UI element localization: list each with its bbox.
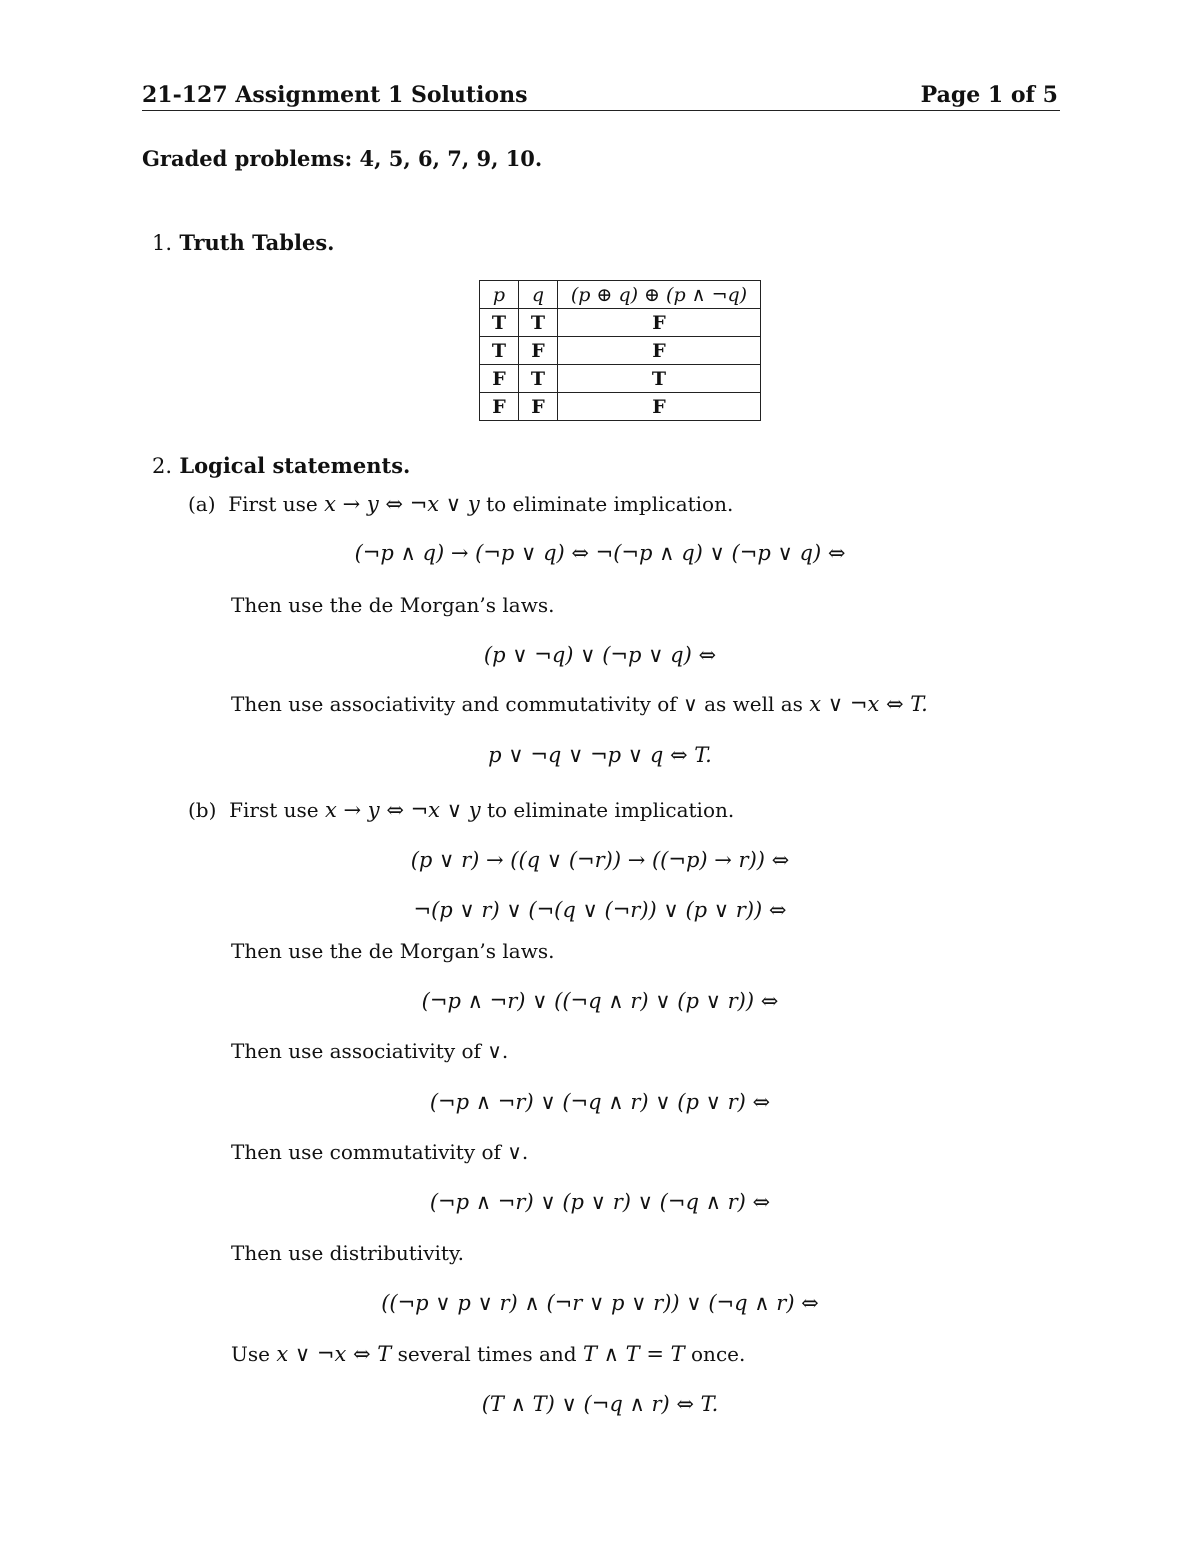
col-header-expression: (p ⊕ q) ⊕ (p ∧ ¬q): [558, 281, 761, 309]
part-a-intro-post: to eliminate implication.: [486, 492, 734, 516]
part-a-step3-math: x ∨ ¬x ⇔ T.: [809, 692, 928, 716]
part-b-step6: [231, 1342, 745, 1366]
problem-2-heading: [152, 453, 410, 478]
cell: F: [519, 337, 558, 365]
page-indicator: Page 1 of 5: [920, 82, 1058, 108]
cell: T: [519, 365, 558, 393]
table-row: [480, 393, 761, 421]
problem-1-number: 1.: [152, 231, 173, 255]
part-b-intro-pre: First use: [229, 798, 319, 822]
header-title: 21-127 Assignment 1 Solutions: [142, 82, 528, 108]
header-rule: [142, 110, 1060, 111]
cell: F: [558, 393, 761, 421]
part-b-eq4: (¬p ∧ ¬r) ∨ (¬q ∧ r) ∨ (p ∨ r) ⇔: [429, 1090, 771, 1114]
truth-table-header: [480, 281, 761, 309]
part-a-step3-mid: as well as: [704, 692, 803, 716]
part-b-step6-math2: T ∧ T = T: [582, 1342, 685, 1366]
col-header-q: q: [519, 281, 558, 309]
table-row: [480, 337, 761, 365]
cell: F: [558, 309, 761, 337]
truth-table: [479, 280, 761, 421]
cell: T: [558, 365, 761, 393]
part-a-intro: [188, 492, 733, 516]
part-a-intro-pre: First use: [228, 492, 318, 516]
table-row: [480, 365, 761, 393]
cell: T: [480, 309, 519, 337]
part-b-eq7: (T ∧ T) ∨ (¬q ∧ r) ⇔ T.: [481, 1392, 719, 1416]
table-row: [480, 309, 761, 337]
problem-2-title: Logical statements.: [179, 453, 411, 478]
cell: F: [480, 365, 519, 393]
part-b-step6-pre: Use: [231, 1342, 270, 1366]
problem-1-heading: [152, 230, 334, 255]
part-a-eq1: (¬p ∧ q) → (¬p ∨ q) ⇔ ¬(¬p ∧ q) ∨ (¬p ∨ q) ⇔: [354, 541, 846, 565]
part-b-eq2: ¬(p ∨ r) ∨ (¬(q ∨ (¬r)) ∨ (p ∨ r)) ⇔: [413, 898, 787, 922]
part-b-step2: Then use the de Morgan’s laws.: [231, 939, 555, 963]
part-a-intro-math: x → y ⇔ ¬x ∨ y: [324, 492, 480, 516]
part-a-label: (a): [188, 492, 216, 516]
part-b-step5: Then use distributivity.: [231, 1241, 464, 1265]
cell: T: [519, 309, 558, 337]
part-b-step3: Then use associativity of ∨.: [231, 1039, 509, 1063]
part-b-intro-math: x → y ⇔ ¬x ∨ y: [324, 798, 481, 822]
part-b-step6-mid: several times and: [397, 1342, 577, 1366]
part-b-eq6: ((¬p ∨ p ∨ r) ∧ (¬r ∨ p ∨ r)) ∨ (¬q ∧ r) ⇔: [381, 1291, 819, 1315]
part-b-eq3: (¬p ∧ ¬r) ∨ ((¬q ∧ r) ∨ (p ∨ r)) ⇔: [421, 989, 779, 1013]
part-b-step6-post: once.: [691, 1342, 746, 1366]
part-a-step2: Then use the de Morgan’s laws.: [231, 593, 555, 617]
part-b-eq1: (p ∨ r) → ((q ∨ (¬r)) → ((¬p) → r)) ⇔: [410, 848, 790, 872]
graded-problems: Graded problems: 4, 5, 6, 7, 9, 10.: [142, 146, 543, 171]
cell: F: [480, 393, 519, 421]
part-a-step3-pre: Then use associativity and commutativity of: [231, 692, 677, 716]
cell: F: [558, 337, 761, 365]
problem-2-number: 2.: [152, 454, 173, 478]
part-a-step3-or: ∨: [683, 692, 698, 716]
part-b-label: (b): [188, 798, 217, 822]
problem-1-title: Truth Tables.: [179, 230, 335, 255]
part-b-intro-post: to eliminate implication.: [486, 798, 735, 822]
part-b-eq5: (¬p ∧ ¬r) ∨ (p ∨ r) ∨ (¬q ∧ r) ⇔: [429, 1190, 771, 1214]
part-b-step4: Then use commutativity of ∨.: [231, 1140, 529, 1164]
cell: F: [519, 393, 558, 421]
part-a-step3: [231, 692, 928, 716]
part-b-intro: [188, 798, 734, 822]
col-header-p: p: [480, 281, 519, 309]
cell: T: [480, 337, 519, 365]
part-b-step6-math1: x ∨ ¬x ⇔ T: [276, 1342, 392, 1366]
part-a-eq2: (p ∨ ¬q) ∨ (¬p ∨ q) ⇔: [483, 643, 717, 667]
part-a-eq3: p ∨ ¬q ∨ ¬p ∨ q ⇔ T.: [488, 743, 712, 767]
